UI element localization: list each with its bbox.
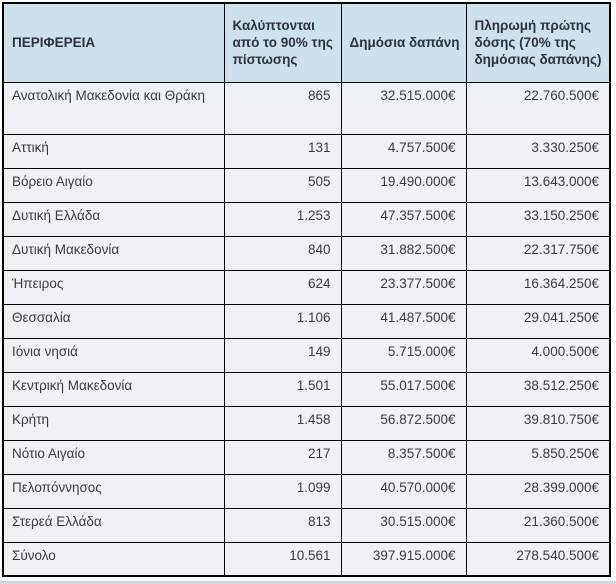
table-row bbox=[3, 202, 610, 236]
first-installment-cell: 5.850.250€ bbox=[466, 440, 610, 474]
public-expense-cell: 19.490.000€ bbox=[341, 168, 466, 202]
public-expense-cell: 47.357.500€ bbox=[341, 202, 466, 236]
table-row bbox=[3, 82, 610, 134]
public-expense-cell: 31.882.500€ bbox=[341, 236, 466, 270]
region-cell: Κρήτη bbox=[3, 406, 224, 440]
first-installment-cell: 28.399.000€ bbox=[466, 474, 610, 508]
first-installment-cell: 38.512.250€ bbox=[466, 372, 610, 406]
public-expense-cell: 4.757.500€ bbox=[341, 134, 466, 168]
region-cell: Πελοπόννησος bbox=[3, 474, 224, 508]
table-row bbox=[3, 508, 610, 542]
first-installment-cell: 16.364.250€ bbox=[466, 270, 610, 304]
header-first-installment: Πληρωμή πρώτης δόσης (70% της δημόσιας δαπάνης) bbox=[466, 3, 610, 82]
region-cell: Ιόνια νησιά bbox=[3, 338, 224, 372]
public-expense-cell: 5.715.000€ bbox=[341, 338, 466, 372]
region-cell: Θεσσαλία bbox=[3, 304, 224, 338]
region-cell: Δυτική Μακεδονία bbox=[3, 236, 224, 270]
first-installment-cell: 39.810.750€ bbox=[466, 406, 610, 440]
region-cell: Σύνολο bbox=[3, 542, 224, 576]
covered-count-cell: 1.501 bbox=[224, 372, 341, 406]
table-row bbox=[3, 440, 610, 474]
first-installment-cell: 13.643.000€ bbox=[466, 168, 610, 202]
first-installment-cell: 22.760.500€ bbox=[466, 82, 610, 134]
covered-count-cell: 217 bbox=[224, 440, 341, 474]
table-row bbox=[3, 474, 610, 508]
public-expense-cell: 32.515.000€ bbox=[341, 82, 466, 134]
public-expense-cell: 30.515.000€ bbox=[341, 508, 466, 542]
region-cell: Βόρειο Αιγαίο bbox=[3, 168, 224, 202]
covered-count-cell: 840 bbox=[224, 236, 341, 270]
table-row bbox=[3, 134, 610, 168]
first-installment-cell: 22.317.750€ bbox=[466, 236, 610, 270]
table-row bbox=[3, 236, 610, 270]
covered-count-cell: 1.253 bbox=[224, 202, 341, 236]
table-body bbox=[3, 82, 610, 576]
header-public-expense: Δημόσια δαπάνη bbox=[341, 3, 466, 82]
public-expense-cell: 23.377.500€ bbox=[341, 270, 466, 304]
first-installment-cell: 21.360.500€ bbox=[466, 508, 610, 542]
region-cell: Ανατολική Μακεδονία και Θράκη bbox=[3, 82, 224, 134]
first-installment-cell: 4.000.500€ bbox=[466, 338, 610, 372]
regions-funding-table bbox=[2, 2, 611, 577]
first-installment-cell: 29.041.250€ bbox=[466, 304, 610, 338]
covered-count-cell: 624 bbox=[224, 270, 341, 304]
public-expense-cell: 56.872.500€ bbox=[341, 406, 466, 440]
covered-count-cell: 10.561 bbox=[224, 542, 341, 576]
covered-count-cell: 131 bbox=[224, 134, 341, 168]
table-row bbox=[3, 372, 610, 406]
page bbox=[0, 2, 616, 584]
region-cell: Αττική bbox=[3, 134, 224, 168]
table-row bbox=[3, 168, 610, 202]
table-row bbox=[3, 270, 610, 304]
public-expense-cell: 8.357.500€ bbox=[341, 440, 466, 474]
covered-count-cell: 865 bbox=[224, 82, 341, 134]
region-cell: Νότιο Αιγαίο bbox=[3, 440, 224, 474]
covered-count-cell: 149 bbox=[224, 338, 341, 372]
public-expense-cell: 397.915.000€ bbox=[341, 542, 466, 576]
covered-count-cell: 1.099 bbox=[224, 474, 341, 508]
header-covered-by-90pct: Καλύπτονται από το 90% της πίστωσης bbox=[224, 3, 341, 82]
region-cell: Ήπειρος bbox=[3, 270, 224, 304]
region-cell: Κεντρική Μακεδονία bbox=[3, 372, 224, 406]
public-expense-cell: 40.570.000€ bbox=[341, 474, 466, 508]
table-row bbox=[3, 542, 610, 576]
table-row bbox=[3, 406, 610, 440]
first-installment-cell: 3.330.250€ bbox=[466, 134, 610, 168]
covered-count-cell: 1.458 bbox=[224, 406, 341, 440]
table-row bbox=[3, 304, 610, 338]
first-installment-cell: 33.150.250€ bbox=[466, 202, 610, 236]
header-region: ΠΕΡΙΦΕΡΕΙΑ bbox=[3, 3, 224, 82]
region-cell: Δυτική Ελλάδα bbox=[3, 202, 224, 236]
first-installment-cell: 278.540.500€ bbox=[466, 542, 610, 576]
table-row bbox=[3, 338, 610, 372]
public-expense-cell: 41.487.500€ bbox=[341, 304, 466, 338]
covered-count-cell: 505 bbox=[224, 168, 341, 202]
covered-count-cell: 1.106 bbox=[224, 304, 341, 338]
region-cell: Στερεά Ελλάδα bbox=[3, 508, 224, 542]
covered-count-cell: 813 bbox=[224, 508, 341, 542]
table-header-row bbox=[3, 3, 610, 82]
public-expense-cell: 55.017.500€ bbox=[341, 372, 466, 406]
